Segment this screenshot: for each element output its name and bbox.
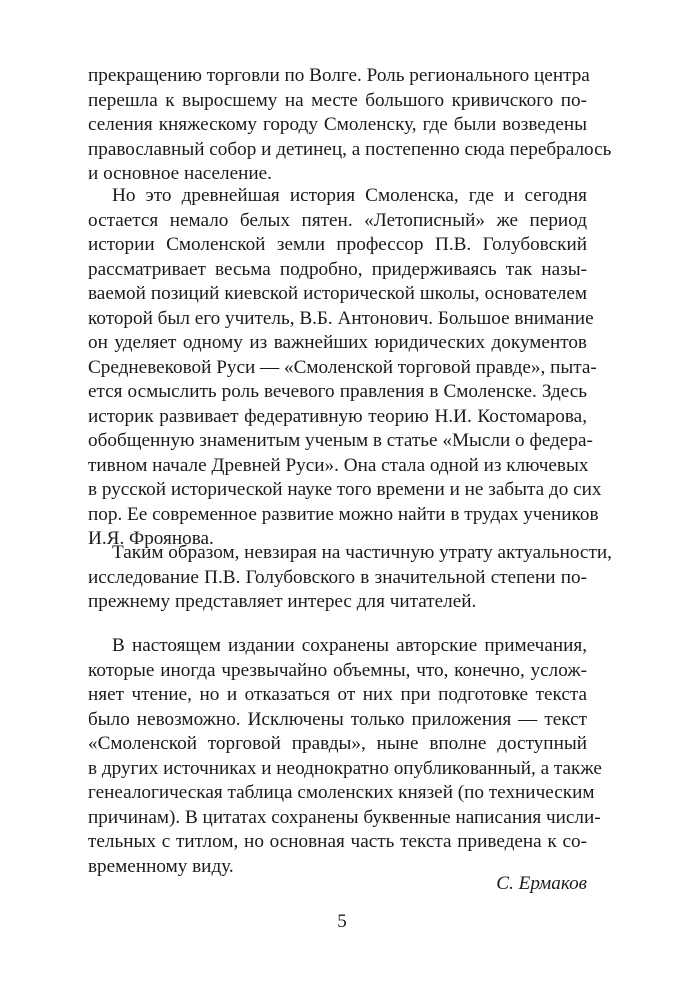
text-line: исследование П.В. Голубовского в значительной степени по- bbox=[88, 566, 587, 588]
text-line: истории Смоленской земли профессор П.В. Голубовский bbox=[88, 234, 587, 255]
text-line: селения княжескому городу Смоленску, где были возведены bbox=[88, 114, 587, 135]
text-line: которой был его учитель, В.Б. Антонович. Большое внимание bbox=[88, 307, 594, 329]
text-line: В настоящем издании сохранены авторские примечания, bbox=[112, 635, 587, 656]
page-number: 5 bbox=[337, 911, 347, 932]
text-line: историк развивает федеративную теорию Н.И. Костомарова, bbox=[88, 405, 587, 427]
paragraph-2 bbox=[88, 184, 602, 552]
paragraph-4 bbox=[88, 634, 602, 879]
text-line: было невозможно. Исключены только приложения — текст bbox=[88, 708, 587, 730]
text-line: в русской исторической науке того времени и не забыта до сих bbox=[88, 479, 602, 500]
text-line: Но это древнейшая история Смоленска, где и сегодня bbox=[112, 185, 587, 206]
text-line: причинам). В цитатах сохранены буквенные написания числи- bbox=[88, 806, 601, 828]
text-line: рассматривает весьма подробно, придерживаясь так назы- bbox=[88, 258, 587, 280]
text-line: и основное население. bbox=[88, 163, 272, 184]
text-line: «Смоленской торговой правды», ныне вполне доступный bbox=[88, 733, 587, 754]
text-line: тивном начале Древней Руси». Она стала одной из ключевых bbox=[88, 454, 589, 476]
text-line: пор. Ее современное развитие можно найти в трудах учеников bbox=[88, 503, 599, 525]
text-line: он уделяет одному из важнейших юридических документов bbox=[88, 332, 587, 353]
text-line: в других источниках и неоднократно опубликованный, а также bbox=[88, 757, 602, 779]
text-line: Средневековой Руси — «Смоленской торговой правде», пыта- bbox=[88, 356, 597, 378]
text-line: Таким образом, невзирая на частичную утрату актуальности, bbox=[112, 542, 612, 563]
text-line: перешла к выросшему на месте большого кривичского по- bbox=[88, 89, 587, 111]
text-line: ваемой позиций киевской исторической школы, основателем bbox=[88, 283, 587, 304]
text-line: тельных с титлом, но основная часть текста приведена к со- bbox=[88, 831, 587, 852]
text-line: остается немало белых пятен. «Летописный» же период bbox=[88, 209, 587, 231]
text-line: генеалогическая таблица смоленских князей (по техническим bbox=[88, 782, 595, 803]
text-line: прежнему представляет интерес для читателей. bbox=[88, 591, 477, 612]
text-line: обобщенную знаменитым ученым в статье «Мысли о федера- bbox=[88, 430, 593, 451]
text-line: которые иногда чрезвычайно объемны, что, конечно, услож- bbox=[88, 659, 587, 681]
paragraph-1 bbox=[88, 64, 612, 187]
paragraph-3 bbox=[88, 541, 612, 615]
author-signature: С. Ермаков bbox=[496, 873, 587, 894]
text-line: ется осмыслить роль вечевого правления в Смоленске. Здесь bbox=[88, 381, 587, 402]
text-line: временному виду. bbox=[88, 855, 234, 877]
text-line: православный собор и детинец, а постепенно сюда перебралось bbox=[88, 138, 612, 160]
text-line: няет чтение, но и отказаться от них при подготовке текста bbox=[88, 684, 587, 705]
text-line: И.Я. Фроянова. bbox=[88, 528, 214, 549]
text-line: прекращению торговли по Волге. Роль регионального центра bbox=[88, 65, 590, 86]
